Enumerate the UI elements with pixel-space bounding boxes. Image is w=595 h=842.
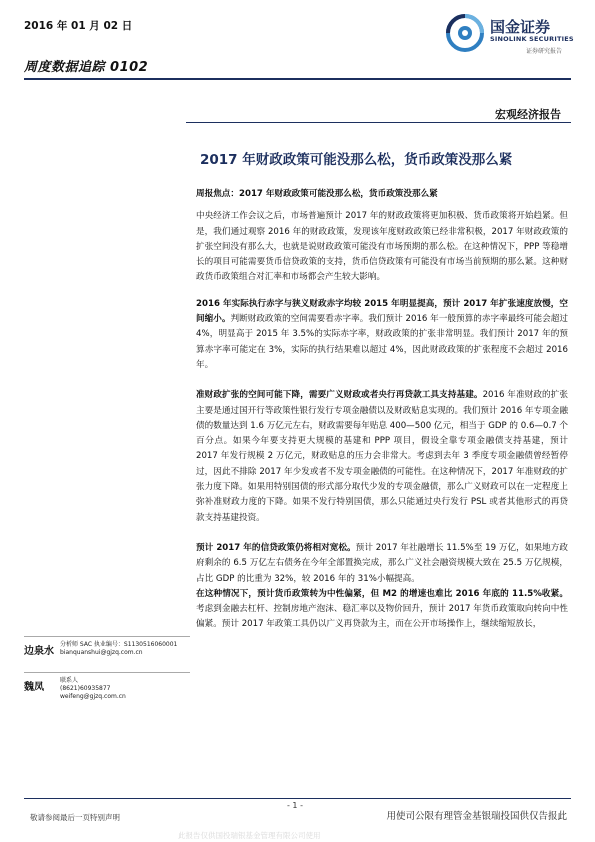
analyst-card bbox=[24, 640, 190, 670]
disclaimer-note: 敬请参阅最后一页特别声明 bbox=[30, 813, 120, 822]
analyst-role: 联系人 bbox=[60, 677, 79, 684]
report-type-divider bbox=[186, 122, 571, 123]
focus-title: 2017 年财政政策可能没那么松，货币政策没那么紧 bbox=[238, 189, 438, 199]
series-title: 周度数据追踪 0102 bbox=[24, 60, 149, 75]
watermark-text: 此报告仅供国投瑞银基金管理有限公司使用 bbox=[178, 831, 321, 840]
paragraph-3-body: 2016 年准财政的扩张主要是通过国开行等政策性银行发行专项金融债以及财政贴息实现的。我们预计 2016 年专项金融债的数量达到 1.6 万亿元左右，财政需要每年贴息 400—500 亿元，相当于 GDP 的 0.6—0.7 个百分点。如果今年要支持更大规模的基建和 PPP 项目，假设全靠专项金融债支持基建，预计 2017 年发行规模 2 万亿元，财政贴息的压力会非常大。考虑到去年 3 季度专项金融债曾经暂停过，因此不排除 2017 年少发或者不发专项金融债的可能性。在这种情况下，2017 年准财政的扩张力度下降。如果用特别国债的形式部分取代少发的专项金融债，那么广义财政可以在一定程度上弥补准财政力度的下降。如果不发行特别国债，那么只能通过央行发行 PSL 或者其他形式的再贷款支持基建投资。 bbox=[196, 390, 568, 523]
paragraph-2 bbox=[196, 297, 568, 373]
analyst-info bbox=[60, 677, 126, 702]
paragraph-5-body: 考虑到金融去杠杆、控制房地产泡沫、稳汇率以及物价回升，预计 2017 年货币政策取向转向中性偏紧。预计 2017 年政策工具仍以广义再贷款为主，而在公开市场操作上，继续缩短放长， bbox=[196, 604, 568, 630]
analyst-name: 边泉水 bbox=[24, 646, 54, 657]
analyst-card bbox=[24, 676, 190, 706]
paragraph-5 bbox=[196, 587, 568, 633]
paragraph-5-lead: 在这种情况下，预计货币政策转为中性偏紧，但 M2 的增速也难比 2016 年底的 11.5%收紧。 bbox=[196, 588, 568, 599]
analyst-email[interactable]: weifeng@gjzq.com.cn bbox=[60, 693, 126, 701]
paragraph-2-lead: 2016 年实际执行赤字与狭义财政赤字均较 2015 年明显提高，预计 2017 年扩张速度放慢，空间缩小。 bbox=[196, 298, 568, 325]
focus-label: 周报焦点： bbox=[196, 189, 239, 199]
paragraph-3 bbox=[196, 388, 568, 526]
paragraph-4 bbox=[196, 541, 568, 587]
analyst-role: 分析师 SAC 执业编号：S1130516060001 bbox=[60, 641, 178, 648]
report-date: 2016 年 01 月 02 日 bbox=[24, 20, 133, 32]
logo-name-en: SINOLINK SECURITIES bbox=[490, 35, 574, 43]
paragraph-1: 中央经济工作会议之后，市场普遍预计 2017 年的财政政策将更加积极、货币政策将开始趋紧。但是，我们通过观察 2016 年的财政政策，发现该年度财政政策已经非常积极，2017 年财政政策的扩张空间没有那么大，也就是说财政政策可能没有市场预期的那么松。在这种情况下，PPP 等稳增长的项目可能需要货币信贷政策的支持，货币信贷政策有可能没有市场当前预期的那么紧。这种财政货币政策组合对汇率和市场都会产生较大影响。 bbox=[196, 211, 568, 283]
analyst-list bbox=[24, 640, 190, 706]
sinolink-logo-icon bbox=[445, 13, 485, 53]
report-body bbox=[196, 187, 568, 633]
analyst-divider bbox=[24, 672, 190, 673]
header-divider bbox=[24, 78, 571, 80]
logo-name: 国金证券 bbox=[490, 18, 551, 36]
analyst-phone: (8621)60935877 bbox=[60, 685, 111, 693]
focus-heading bbox=[196, 187, 568, 202]
paragraph-2-body: 判断财政政策的空间需要看赤字率。我们预计 2016 年一般预算的赤字率最终可能会超过 4%，明显高于 2015 年 3.5%的实际赤字率，财政政策的扩张非常明显。我们预计 2017 年的预算赤字率可能定在 3%，实际的执行结果难以超过 4%，因此财政政策的扩张程度不会超过 2016 年。 bbox=[196, 314, 568, 370]
sinolink-logo bbox=[445, 13, 574, 63]
report-type: 宏观经济报告 bbox=[495, 108, 561, 121]
paragraph-4-body: 预计 2017 年社融增长 11.5%至 19 万亿，如果地方政府剩余的 6.5 万亿左右债务在今年全部置换完成，那么广义社会融资规模大致在 25.5 万亿规模，占比 GDP 的比重为 32%，较 2016 年的 31%小幅提高。 bbox=[196, 542, 568, 584]
usage-notice: 用使司公限有理管金基银瑞投国供仅告报此 bbox=[386, 811, 567, 822]
main-title: 2017 年财政政策可能没那么松，货币政策没那么紧 bbox=[200, 152, 513, 168]
analyst-email[interactable]: bianquanshui@gjzq.com.cn bbox=[60, 649, 143, 657]
analyst-info bbox=[60, 641, 177, 657]
analyst-name: 魏凤 bbox=[24, 682, 44, 693]
page-number: - 1 - bbox=[287, 801, 303, 810]
analyst-divider bbox=[24, 636, 190, 637]
footer-divider bbox=[24, 798, 571, 799]
logo-subtitle: 证券研究报告 bbox=[526, 48, 563, 55]
paragraph-3-lead: 准财政扩张的空间可能下降，需要广义财政或者央行再贷款工具支持基建。 bbox=[196, 390, 483, 401]
paragraph-4-lead: 预计 2017 年的信贷政策仍将相对宽松。 bbox=[196, 542, 356, 553]
